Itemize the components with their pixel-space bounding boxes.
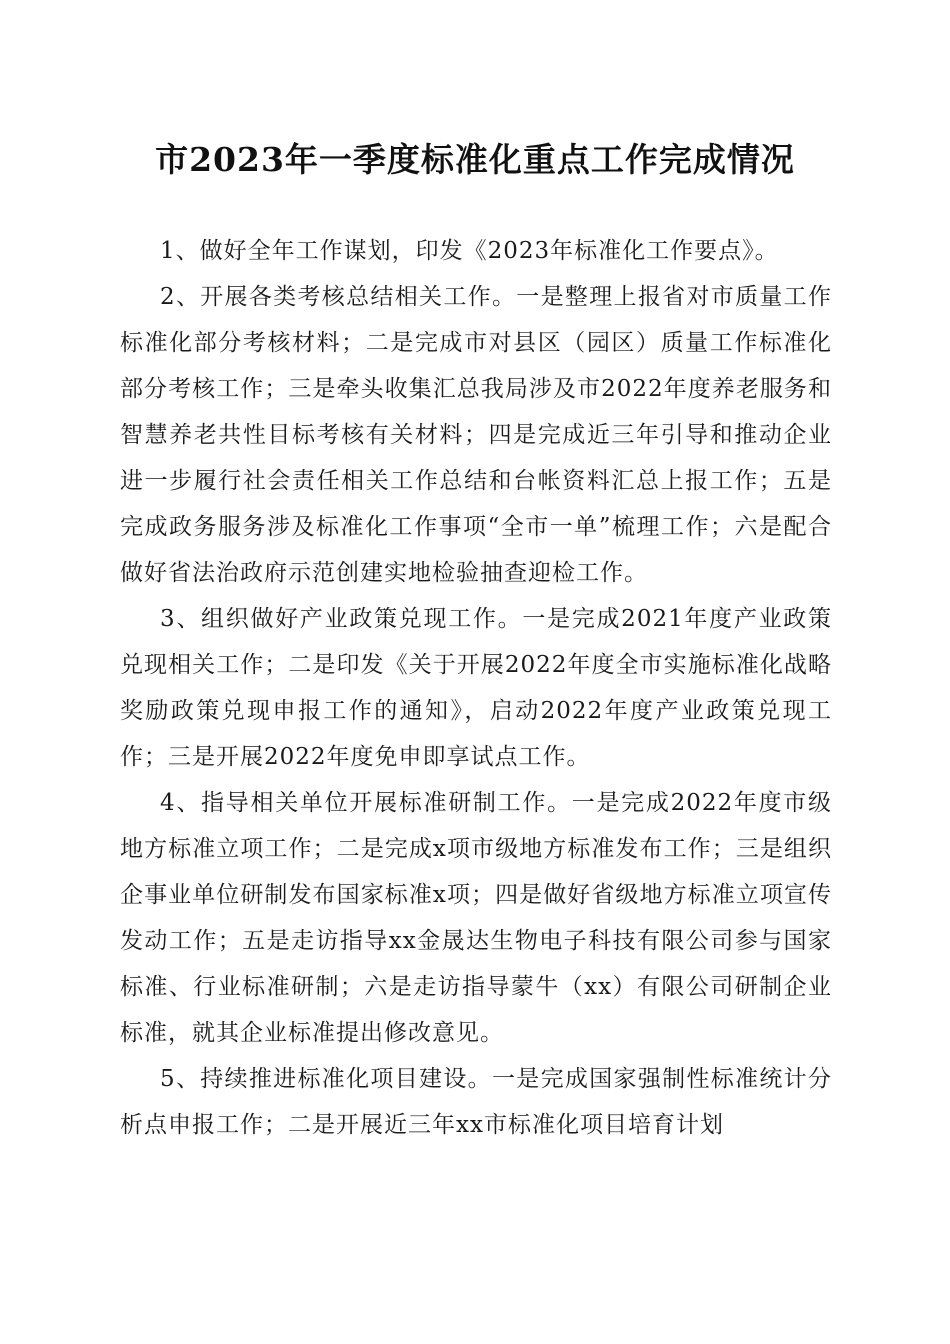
paragraph-5: 5、持续推进标准化项目建设。一是完成国家强制性标准统计分析点申报工作；二是开展近三年xx市标准化项目培育计划 (120, 1066, 832, 1138)
paragraph-2: 2、开展各类考核总结相关工作。一是整理上报省对市质量工作标准化部分考核材料；二是完成市对县区（园区）质量工作标准化部分考核工作；三是牵头收集汇总我局涉及市2022年度养老服务和智慧养老共性目标考核有关材料；四是完成近三年引导和推动企业进一步履行社会责任相关工作总结和台帐资料汇总上报工作；五是完成政务服务涉及标准化工作事项“全市一单”梳理工作；六是配合做好省法治政府示范创建实地检验抽查迎检工作。 (120, 284, 832, 586)
paragraph-1: 1、做好全年工作谋划，印发《2023年标准化工作要点》。 (160, 238, 779, 264)
document-title: 市2023年一季度标准化重点工作完成情况 (155, 140, 795, 179)
paragraph-3: 3、组织做好产业政策兑现工作。一是完成2021年度产业政策兑现相关工作；二是印发《关于开展2022年度全市实施标准化战略奖励政策兑现申报工作的通知》，启动2022年度产业政策兑现工作；三是开展2022年度免申即享试点工作。 (120, 606, 832, 770)
paragraph-4: 4、指导相关单位开展标准研制工作。一是完成2022年度市级地方标准立项工作；二是完成x项市级地方标准发布工作；三是组织企事业单位研制发布国家标准x项；四是做好省级地方标准立项宣传发动工作；五是走访指导xx金晟达生物电子科技有限公司参与国家标准、行业标准研制；六是走访指导蒙牛（xx）有限公司研制企业标准，就其企业标准提出修改意见。 (120, 790, 832, 1046)
document-body (120, 228, 832, 1148)
